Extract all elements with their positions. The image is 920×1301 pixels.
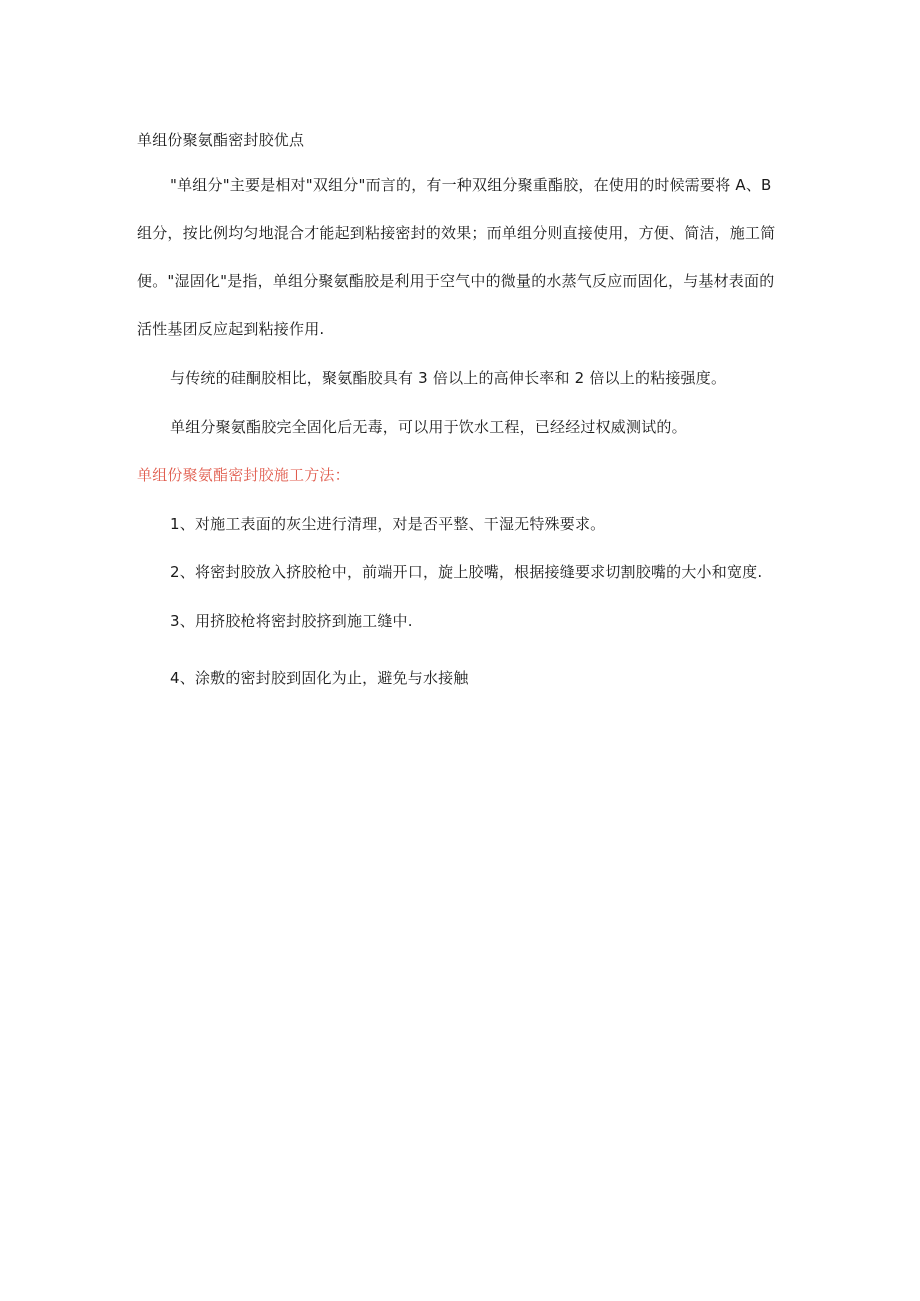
intro-line-3: 便。"湿固化"是指，单组分聚氨酯胶是利用于空气中的微量的水蒸气反应而固化，与基材表面的 [137,272,775,290]
intro-line-4: 活性基团反应起到粘接作用. [137,320,325,338]
document-title: 单组份聚氨酯密封胶优点 [137,131,305,149]
safety-paragraph: 单组分聚氨酯胶完全固化后无毒，可以用于饮水工程，已经经过权威测试的。 [170,418,687,436]
step-3: 3、用挤胶枪将密封胶挤到施工缝中. [170,612,413,630]
step-1: 1、对施工表面的灰尘进行清理，对是否平整、干湿无特殊要求。 [170,515,606,533]
comparison-paragraph: 与传统的硅酮胶相比，聚氨酯胶具有 3 倍以上的高伸长率和 2 倍以上的粘接强度。 [170,369,727,387]
step-4: 4、涂敷的密封胶到固化为止，避免与水接触 [170,669,469,687]
intro-line-1: "单组分"主要是相对"双组分"而言的，有一种双组分聚重酯胶，在使用的时候需要将 A、B [170,176,772,194]
method-heading: 单组份聚氨酯密封胶施工方法： [137,466,350,484]
step-2: 2、将密封胶放入挤胶枪中，前端开口，旋上胶嘴，根据接缝要求切割胶嘴的大小和宽度. [170,563,763,581]
intro-line-2: 组分，按比例均匀地混合才能起到粘接密封的效果；而单组分则直接使用，方便、简洁，施工简 [137,224,776,242]
